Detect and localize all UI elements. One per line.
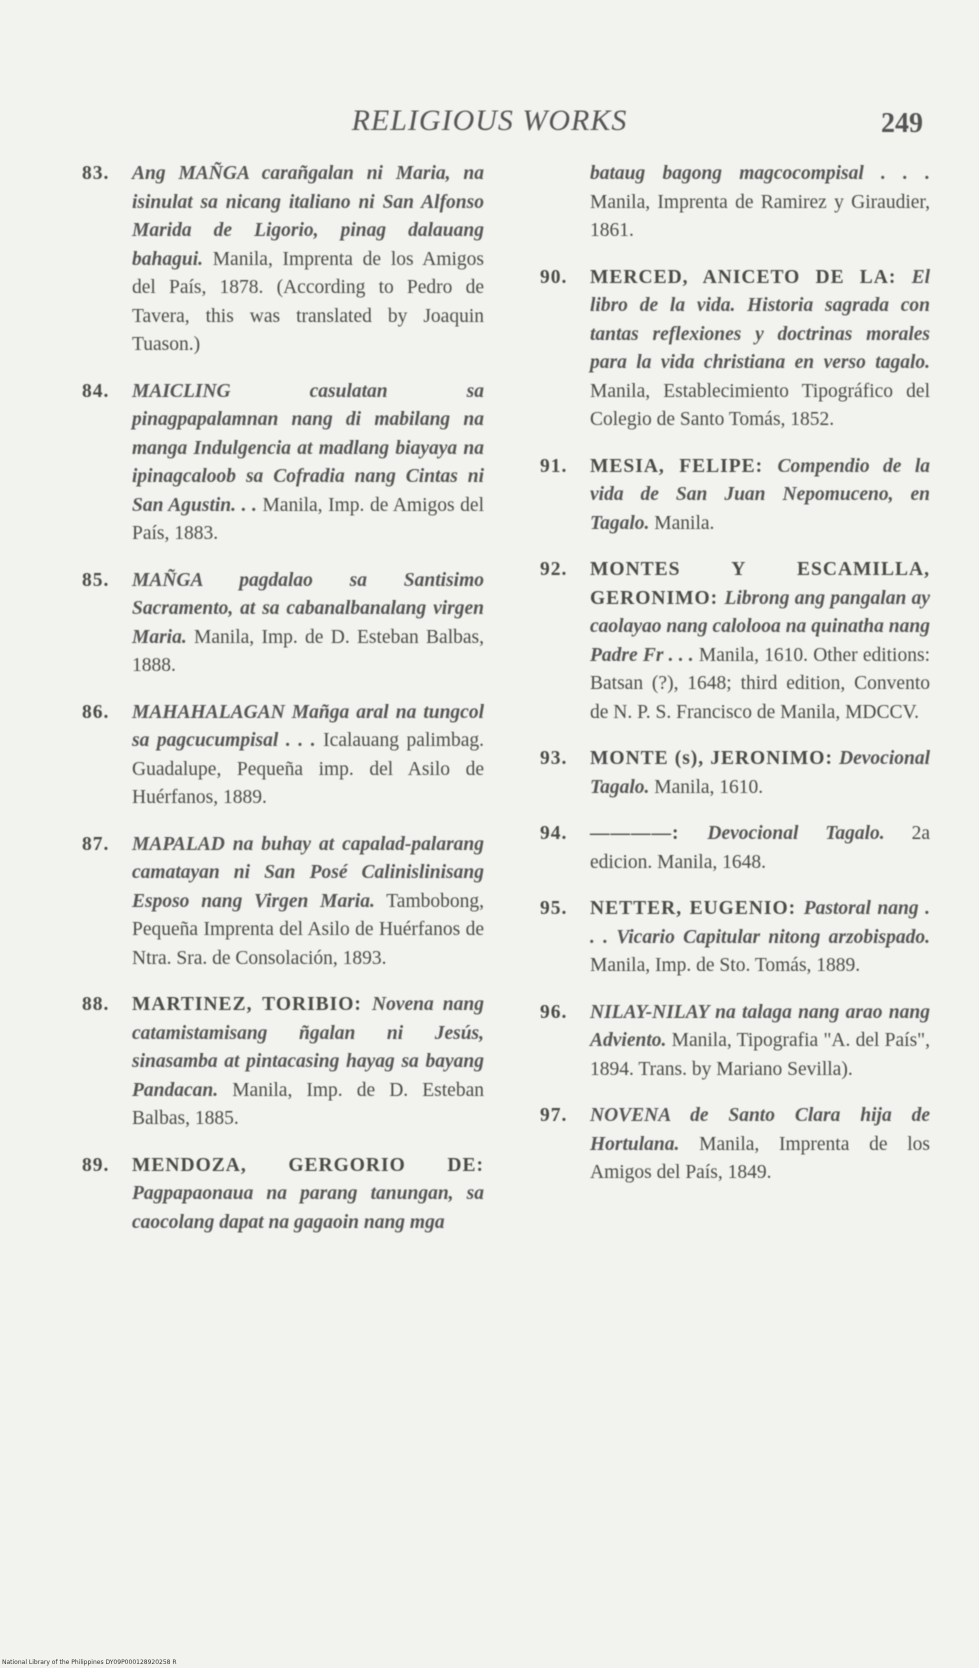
bibliography-entry <box>82 831 484 974</box>
entry-title: Compendio de la vida de San Juan Nepomuceno, en Tagalo. <box>590 455 930 534</box>
entry-title: MAICLING casulatan sa pinagpapalamnan nang di mabilang na manga Indulgencia at madlang biayaya na ipinagcaloob sa Cofradia nang Cintas ni San Agustin. . . <box>132 380 484 516</box>
entry-number: 90. <box>540 266 568 288</box>
entry-title: MAHAHALAGAN Mañga aral na tungcol sa pagcucumpisal . . . <box>132 701 484 751</box>
right-column <box>540 160 930 1206</box>
entry-title: NILAY-NILAY na talaga nang arao nang Adviento. <box>590 1001 930 1051</box>
entry-author: MERCED, ANICETO DE LA: <box>590 266 912 288</box>
entry-title: Librong ang pangalan ay caolayao nang calolooa na quinatha nang Padre Fr . . . <box>590 587 930 666</box>
entry-title: Ang MAÑGA carañgalan ni Maria, na isinulat sa nicang italiano ni San Alfonso Marida de Ligorio, pinag dalauang bahagui. <box>132 163 484 270</box>
entry-imprint: Manila, Establecimiento Tipográfico del Colegio de Santo Tomás, 1852. <box>590 380 930 430</box>
bibliography-entry <box>540 999 930 1085</box>
bibliography-entry <box>82 991 484 1134</box>
entry-number: 92. <box>540 559 568 580</box>
entry-title: Pagpapaonaua na parang tanungan, sa caocolang dapat na gagaoin nang mga <box>132 1183 484 1233</box>
entry-author: MENDOZA, GERGORIO DE: <box>132 1154 484 1176</box>
entry-imprint: Manila, Imp. de D. Esteban Balbas, 1888. <box>132 626 484 676</box>
entry-imprint: Manila, 1610. Other editions: Batsan (?), 1648; third edition, Convento de N. P. S. Francisco de Manila, MDCCV. <box>590 644 930 723</box>
scan-footer: National Library of the Philippines DY09P000128920258 R <box>2 1659 177 1666</box>
entry-title: Devocional Tagalo. <box>590 748 930 798</box>
entry-title: El libro de la vida. Historia sagrada con tantas reflexiones y doctrinas morales para la vida christiana en verso tagalo. <box>590 266 930 373</box>
entry-imprint: Manila, Imprenta de los Amigos del País, 1878. (According to Pedro de Tavera, this was translated by Joaquin Tuason.) <box>132 248 484 355</box>
entry-title: Devocional Tagalo. <box>707 823 885 844</box>
bibliography-entry <box>540 1102 930 1188</box>
entry-number: 86. <box>82 701 110 723</box>
entry-author: ————: <box>590 823 708 844</box>
entry-number: 84. <box>82 380 110 402</box>
bibliography-entry <box>82 699 484 813</box>
entry-imprint: Manila. <box>649 512 715 534</box>
running-header: RELIGIOUS WORKS <box>351 104 628 137</box>
entry-imprint: Manila, Imp. de Sto. Tomás, 1889. <box>590 955 861 976</box>
entry-number: 93. <box>540 748 568 769</box>
entry-number: 94. <box>540 823 568 844</box>
bibliography-entry <box>82 567 484 681</box>
entry-title: NOVENA de Santo Clara hija de Hortulana. <box>590 1105 930 1155</box>
bibliography-entry <box>82 1152 484 1238</box>
entry-imprint: Manila, Imp. de Amigos del País, 1883. <box>132 494 484 544</box>
entry-title: bataug bagong magcocompisal . . . <box>590 163 930 184</box>
entry-number: 83. <box>82 163 110 184</box>
entry-number: 97. <box>540 1105 568 1126</box>
entry-imprint: Icalauang palimbag. Guadalupe, Pequeña imp. del Asilo de Huérfanos, 1889. <box>132 730 484 808</box>
bibliography-entry <box>82 160 484 360</box>
entry-number: 88. <box>82 994 110 1015</box>
entry-author: MARTINEZ, TORIBIO: <box>132 994 372 1015</box>
entry-number: 91. <box>540 455 568 477</box>
entry-author: MONTES Y ESCAMILLA, GERONIMO: <box>590 559 930 609</box>
entry-number: 89. <box>82 1154 110 1176</box>
entry-author: MESIA, FELIPE: <box>590 455 778 477</box>
entry-imprint: Manila, Imprenta de los Amigos del País, 1849. <box>590 1133 930 1183</box>
entry-number: 85. <box>82 569 110 591</box>
entry-author: MONTE (s), JERONIMO: <box>590 748 840 769</box>
entry-title: MAPALAD na buhay at capalad-palarang camatayan ni San Posé Calinislinisang Esposo nang Virgen Maria. <box>132 833 484 912</box>
entry-number: 95. <box>540 898 568 919</box>
bibliography-entry-continued <box>540 160 930 246</box>
entry-number: 87. <box>82 833 110 855</box>
bibliography-entry <box>540 820 930 877</box>
entry-number: 96. <box>540 1001 568 1023</box>
page-number: 249 <box>881 108 923 139</box>
bibliography-entry <box>540 264 930 435</box>
bibliography-entry <box>540 745 930 802</box>
entry-title: Novena nang catamistamisang ñgalan ni Jesús, sinasamba at pintacasing hayag sa bayang Pandacan. <box>132 994 484 1101</box>
entry-imprint: Manila, Imp. de D. Esteban Balbas, 1885. <box>132 1079 484 1129</box>
left-column <box>82 160 484 1255</box>
entry-imprint: Manila, Tipografia "A. del País", 1894. Trans. by Mariano Sevilla). <box>590 1030 930 1080</box>
bibliography-entry <box>540 453 930 539</box>
entry-imprint: Manila, Imprenta de Ramirez y Giraudier, 1861. <box>590 191 930 241</box>
entry-imprint: 2a edicion. Manila, 1648. <box>590 823 930 873</box>
entry-author: NETTER, EUGENIO: <box>590 898 804 919</box>
bibliography-entry <box>540 556 930 727</box>
bibliography-entry <box>540 895 930 981</box>
entry-imprint: Tambobong, Pequeña Imprenta del Asilo de Huérfanos de Ntra. Sra. de Consolación, 1893. <box>132 890 484 969</box>
bibliography-entry <box>82 378 484 549</box>
entry-title: MAÑGA pagdalao sa Santisimo Sacramento, at sa cabanalbanalang virgen Maria. <box>132 569 484 648</box>
entry-title: Pastoral nang . . . Vicario Capitular nitong arzobispado. <box>590 898 930 948</box>
entry-imprint: Manila, 1610. <box>649 776 764 798</box>
